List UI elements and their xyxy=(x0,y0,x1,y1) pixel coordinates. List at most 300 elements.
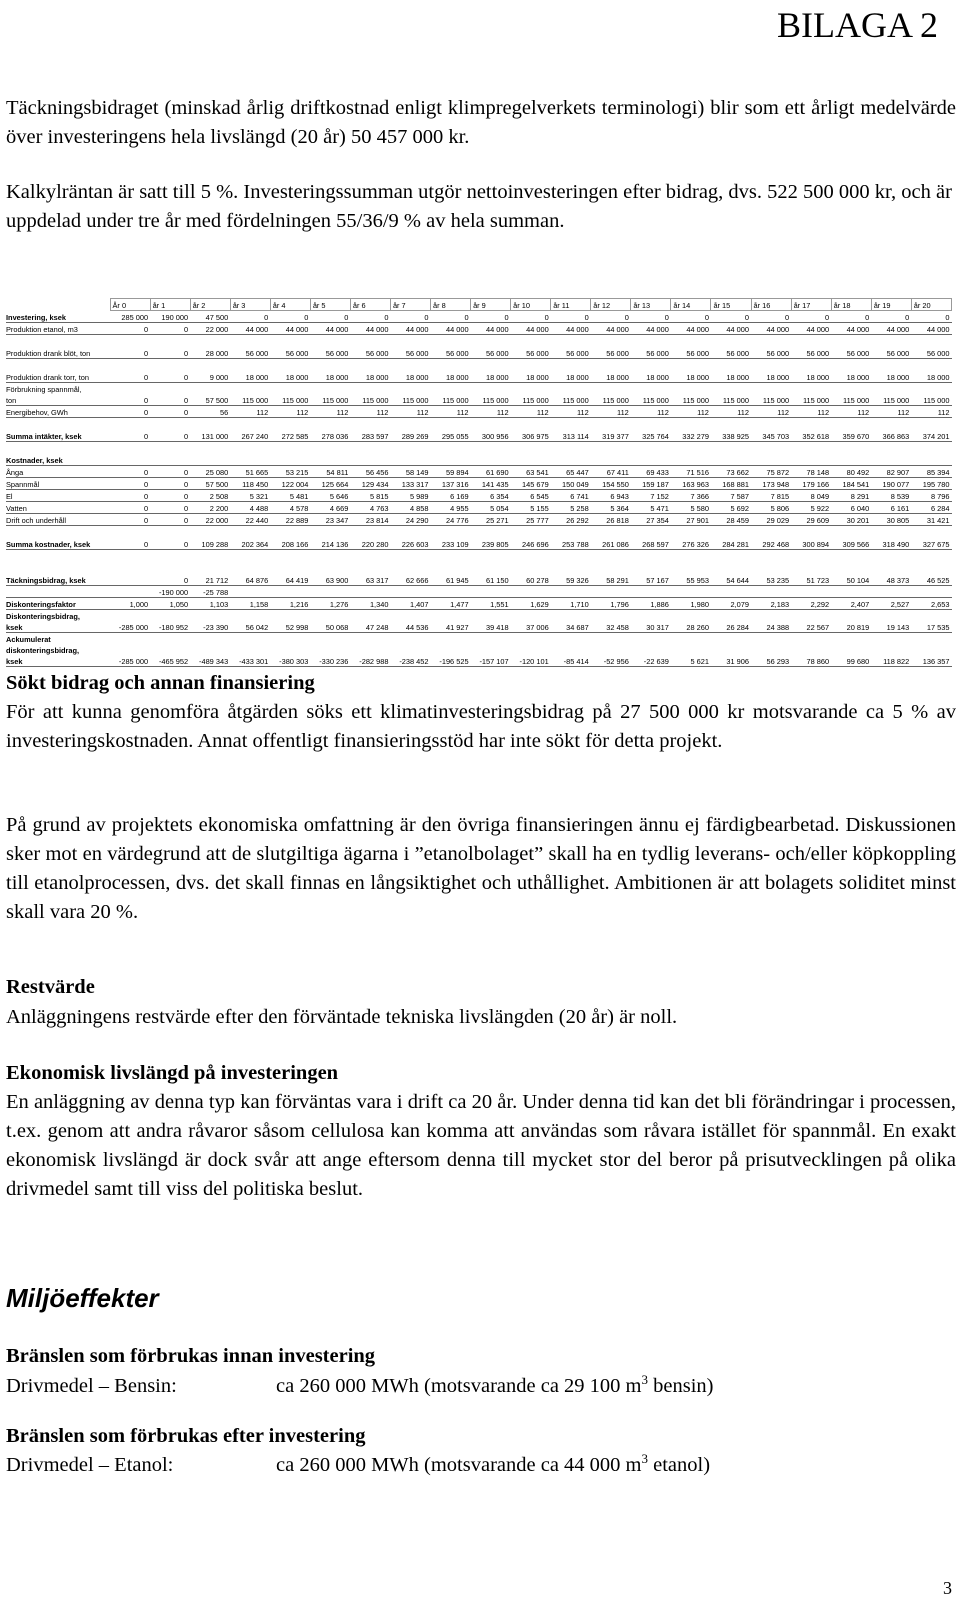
table-cell: 28 000 xyxy=(190,347,230,359)
table-cell: 0 xyxy=(150,574,190,586)
table-cell xyxy=(831,610,871,622)
table-row-label: ksek xyxy=(6,621,110,633)
table-cell xyxy=(230,586,270,598)
table-cell: 268 597 xyxy=(631,538,671,550)
table-cell: 30 317 xyxy=(631,621,671,633)
table-cell: 115 000 xyxy=(591,394,631,406)
table-cell xyxy=(150,633,190,645)
table-cell: 53 235 xyxy=(751,574,791,586)
table-row xyxy=(6,442,952,455)
table-cell xyxy=(350,550,390,563)
table-cell xyxy=(350,562,390,574)
table-cell: 2 200 xyxy=(190,502,230,514)
table-cell: 0 xyxy=(150,371,190,383)
table-cell: 8 291 xyxy=(831,490,871,502)
table-cell: 285 000 xyxy=(110,311,150,323)
table-cell: 0 xyxy=(110,406,150,418)
table-cell xyxy=(110,574,150,586)
table-cell: 26 284 xyxy=(711,621,751,633)
table-cell xyxy=(631,335,671,348)
table-cell: 112 xyxy=(831,406,871,418)
table-cell xyxy=(751,335,791,348)
table-cell: 52 998 xyxy=(270,621,310,633)
table-cell: 6 545 xyxy=(511,490,551,502)
table-header-cell: år 5 xyxy=(310,299,350,311)
table-cell: -180 952 xyxy=(150,621,190,633)
table-row-label: Produktion drank torr, ton xyxy=(6,371,110,383)
table-cell xyxy=(230,526,270,539)
table-cell: 374 201 xyxy=(911,430,951,442)
table-cell: 47 248 xyxy=(350,621,390,633)
table-cell: 56 456 xyxy=(350,466,390,478)
table-row xyxy=(6,610,952,622)
table-cell xyxy=(190,359,230,372)
table-cell: 4 578 xyxy=(270,502,310,514)
table-cell: 118 822 xyxy=(871,655,911,667)
table-cell: 0 xyxy=(110,323,150,335)
table-cell xyxy=(270,335,310,348)
table-cell xyxy=(270,359,310,372)
table-cell: 112 xyxy=(591,406,631,418)
table-cell xyxy=(911,633,951,645)
table-row xyxy=(6,621,952,633)
table-cell xyxy=(270,586,310,598)
table-cell: 44 000 xyxy=(270,323,310,335)
table-cell: 48 373 xyxy=(871,574,911,586)
section-title-financing: Sökt bidrag och annan finansiering xyxy=(6,672,315,694)
table-cell: 18 000 xyxy=(591,371,631,383)
table-cell: 47 500 xyxy=(190,311,230,323)
table-cell xyxy=(791,418,831,431)
table-row xyxy=(6,430,952,442)
table-cell: -285 000 xyxy=(110,621,150,633)
table-cell: 115 000 xyxy=(871,394,911,406)
table-cell xyxy=(671,633,711,645)
table-cell: 5 321 xyxy=(230,490,270,502)
table-cell: -25 788 xyxy=(190,586,230,598)
table-cell xyxy=(431,550,471,563)
table-cell xyxy=(591,633,631,645)
table-cell xyxy=(230,633,270,645)
table-cell: 22 000 xyxy=(190,323,230,335)
table-cell: 179 166 xyxy=(791,478,831,490)
table-cell: 115 000 xyxy=(511,394,551,406)
table-cell xyxy=(871,610,911,622)
table-cell: 18 000 xyxy=(310,371,350,383)
table-cell: 7 587 xyxy=(711,490,751,502)
table-cell: 115 000 xyxy=(631,394,671,406)
table-row xyxy=(6,644,952,655)
table-cell: 1,276 xyxy=(310,598,350,610)
table-cell: 2,079 xyxy=(711,598,751,610)
table-cell: -120 101 xyxy=(511,655,551,667)
table-cell xyxy=(471,610,511,622)
table-cell: 1,340 xyxy=(350,598,390,610)
table-cell xyxy=(551,359,591,372)
table-cell xyxy=(831,335,871,348)
table-cell: 25 271 xyxy=(471,514,511,526)
table-cell xyxy=(431,335,471,348)
table-cell: 59 894 xyxy=(431,466,471,478)
table-header-cell: år 19 xyxy=(871,299,911,311)
table-cell: 28 459 xyxy=(711,514,751,526)
table-cell xyxy=(511,335,551,348)
table-cell: 44 000 xyxy=(711,323,751,335)
table-cell: 5 989 xyxy=(390,490,430,502)
table-header-cell: år 2 xyxy=(190,299,230,311)
table-row-label: ton xyxy=(6,394,110,406)
table-cell xyxy=(471,418,511,431)
table-cell xyxy=(150,383,190,395)
table-cell: 0 xyxy=(150,478,190,490)
table-cell: 19 143 xyxy=(871,621,911,633)
table-cell xyxy=(511,418,551,431)
table-cell: 44 536 xyxy=(390,621,430,633)
table-row xyxy=(6,406,952,418)
table-cell xyxy=(390,633,430,645)
table-cell xyxy=(551,335,591,348)
table-cell: -238 452 xyxy=(390,655,430,667)
fuel-before-sup: 3 xyxy=(641,1372,648,1387)
table-cell: 366 863 xyxy=(871,430,911,442)
table-cell: 112 xyxy=(551,406,591,418)
table-cell: 5 364 xyxy=(591,502,631,514)
table-cell xyxy=(431,562,471,574)
table-cell xyxy=(871,644,911,655)
table-cell xyxy=(831,442,871,455)
table-cell: 0 xyxy=(230,311,270,323)
table-cell: 24 776 xyxy=(431,514,471,526)
table-cell xyxy=(831,383,871,395)
table-cell xyxy=(150,359,190,372)
table-row xyxy=(6,478,952,490)
table-cell: 60 278 xyxy=(511,574,551,586)
table-cell: 284 281 xyxy=(711,538,751,550)
table-cell xyxy=(431,442,471,455)
table-cell xyxy=(711,633,751,645)
table-row-label: Diskonteringsbidrag, xyxy=(6,612,80,621)
table-cell xyxy=(471,359,511,372)
table-cell xyxy=(190,562,230,574)
fuel-before-value: ca 260 000 MWh (motsvarande ca 29 100 m xyxy=(276,1374,642,1397)
table-cell xyxy=(911,359,951,372)
table-cell: 18 000 xyxy=(711,371,751,383)
table-cell: -282 988 xyxy=(350,655,390,667)
table-row-label xyxy=(6,562,110,574)
table-cell xyxy=(591,418,631,431)
table-cell: 0 xyxy=(270,311,310,323)
table-cell: 44 000 xyxy=(751,323,791,335)
table-cell xyxy=(791,562,831,574)
table-cell xyxy=(350,359,390,372)
table-cell xyxy=(831,454,871,466)
table-cell xyxy=(551,586,591,598)
table-cell: 0 xyxy=(631,311,671,323)
table-cell: 75 872 xyxy=(751,466,791,478)
table-cell xyxy=(631,442,671,455)
table-cell xyxy=(310,359,350,372)
table-cell: 5 692 xyxy=(711,502,751,514)
table-cell: 1,477 xyxy=(431,598,471,610)
table-cell: 0 xyxy=(110,514,150,526)
table-cell: 56 000 xyxy=(390,347,430,359)
table-cell: 18 000 xyxy=(230,371,270,383)
table-cell: 78 148 xyxy=(791,466,831,478)
table-cell xyxy=(230,562,270,574)
table-cell: 319 377 xyxy=(591,430,631,442)
table-cell xyxy=(791,359,831,372)
section-title-environment: Miljöeffekter xyxy=(6,1283,159,1313)
table-cell: 0 xyxy=(871,311,911,323)
table-cell xyxy=(150,442,190,455)
table-cell: 56 000 xyxy=(871,347,911,359)
table-cell: 57 500 xyxy=(190,394,230,406)
table-cell: 0 xyxy=(671,311,711,323)
table-cell: 18 000 xyxy=(751,371,791,383)
table-row xyxy=(6,574,952,586)
table-cell: 29 029 xyxy=(751,514,791,526)
table-cell: 131 000 xyxy=(190,430,230,442)
table-cell: 0 xyxy=(390,311,430,323)
table-cell: 44 000 xyxy=(671,323,711,335)
table-cell: 22 567 xyxy=(791,621,831,633)
table-cell: 44 000 xyxy=(791,323,831,335)
table-cell: 129 434 xyxy=(350,478,390,490)
table-cell: 125 664 xyxy=(310,478,350,490)
table-cell: 24 290 xyxy=(390,514,430,526)
table-cell: 122 004 xyxy=(270,478,310,490)
table-cell xyxy=(471,526,511,539)
fuel-after-label: Drivmedel – Etanol: xyxy=(6,1453,174,1476)
table-cell: 325 764 xyxy=(631,430,671,442)
table-cell: 7 152 xyxy=(631,490,671,502)
table-cell xyxy=(631,562,671,574)
table-cell: 0 xyxy=(110,347,150,359)
table-cell xyxy=(631,586,671,598)
table-cell: 2 508 xyxy=(190,490,230,502)
table-cell: 55 953 xyxy=(671,574,711,586)
table-cell: 18 000 xyxy=(551,371,591,383)
table-cell xyxy=(511,383,551,395)
table-row-label: Produktion drank blöt, ton xyxy=(6,347,110,359)
table-cell: 18 000 xyxy=(350,371,390,383)
table-cell: 0 xyxy=(350,311,390,323)
table-cell xyxy=(471,644,511,655)
table-cell: 0 xyxy=(551,311,591,323)
table-cell: 267 240 xyxy=(230,430,270,442)
table-cell: 56 000 xyxy=(591,347,631,359)
table-row-label xyxy=(6,526,110,539)
table-row-label: Investering, ksek xyxy=(6,311,110,323)
table-cell: 4 955 xyxy=(431,502,471,514)
table-cell: 56 000 xyxy=(711,347,751,359)
table-header-cell: år 17 xyxy=(791,299,831,311)
table-cell: 112 xyxy=(310,406,350,418)
table-cell xyxy=(711,526,751,539)
table-cell xyxy=(511,562,551,574)
table-cell xyxy=(831,550,871,563)
table-cell xyxy=(270,454,310,466)
fuel-after-title: Bränslen som förbrukas efter investering xyxy=(6,1425,366,1447)
table-cell xyxy=(310,586,350,598)
table-cell xyxy=(591,454,631,466)
table-cell xyxy=(551,644,591,655)
table-header-cell: år 1 xyxy=(150,299,190,311)
table-cell: 112 xyxy=(671,406,711,418)
table-cell: 272 585 xyxy=(270,430,310,442)
table-header-cell: År 0 xyxy=(110,299,150,311)
table-cell xyxy=(230,644,270,655)
table-cell: 0 xyxy=(150,490,190,502)
table-cell xyxy=(431,633,471,645)
table-header-cell: år 4 xyxy=(270,299,310,311)
table-cell xyxy=(671,550,711,563)
table-cell xyxy=(190,454,230,466)
table-cell: 26 292 xyxy=(551,514,591,526)
table-cell: 8 049 xyxy=(791,490,831,502)
table-cell: -22 639 xyxy=(631,655,671,667)
table-cell xyxy=(631,610,671,622)
table-cell xyxy=(310,442,350,455)
table-cell: 62 666 xyxy=(390,574,430,586)
table-row xyxy=(6,311,952,323)
table-cell: 51 665 xyxy=(230,466,270,478)
table-cell: 0 xyxy=(150,466,190,478)
table-cell xyxy=(791,526,831,539)
table-cell xyxy=(310,610,350,622)
table-row xyxy=(6,538,952,550)
table-cell: 67 411 xyxy=(591,466,631,478)
table-row xyxy=(6,335,952,348)
table-cell: 34 687 xyxy=(551,621,591,633)
table-cell: 44 000 xyxy=(471,323,511,335)
table-cell: 338 925 xyxy=(711,430,751,442)
table-cell xyxy=(631,550,671,563)
table-cell: 115 000 xyxy=(911,394,951,406)
table-cell xyxy=(230,610,270,622)
table-cell xyxy=(150,562,190,574)
table-cell xyxy=(751,418,791,431)
table-header-cell: år 8 xyxy=(431,299,471,311)
table-cell xyxy=(791,633,831,645)
table-cell: 115 000 xyxy=(711,394,751,406)
section-title-lifetime: Ekonomisk livslängd på investeringen xyxy=(6,1062,339,1084)
table-cell: 20 819 xyxy=(831,621,871,633)
table-cell xyxy=(270,633,310,645)
table-cell xyxy=(871,335,911,348)
table-cell: -380 303 xyxy=(270,655,310,667)
table-cell: 5 471 xyxy=(631,502,671,514)
table-cell xyxy=(591,610,631,622)
table-cell xyxy=(671,610,711,622)
table-cell: 300 894 xyxy=(791,538,831,550)
table-cell: 25 080 xyxy=(190,466,230,478)
table-cell: 0 xyxy=(110,371,150,383)
table-cell: 44 000 xyxy=(631,323,671,335)
table-cell xyxy=(591,442,631,455)
section-title-residual: Restvärde xyxy=(6,976,95,998)
table-row-label: Vatten xyxy=(6,502,110,514)
table-cell: 112 xyxy=(270,406,310,418)
table-cell: 1,407 xyxy=(390,598,430,610)
table-cell: 239 805 xyxy=(471,538,511,550)
table-cell: 289 269 xyxy=(390,430,430,442)
table-cell xyxy=(631,383,671,395)
table-cell: 56 000 xyxy=(551,347,591,359)
table-cell xyxy=(390,335,430,348)
table-cell xyxy=(110,562,150,574)
table-cell: 39 418 xyxy=(471,621,511,633)
table-cell xyxy=(871,454,911,466)
table-cell xyxy=(270,562,310,574)
table-header-cell: år 13 xyxy=(631,299,671,311)
table-cell xyxy=(350,442,390,455)
table-cell: 53 215 xyxy=(270,466,310,478)
table-cell xyxy=(671,335,711,348)
table-cell: 1,158 xyxy=(230,598,270,610)
table-cell xyxy=(671,454,711,466)
table-cell: 41 927 xyxy=(431,621,471,633)
table-cell: 56 000 xyxy=(791,347,831,359)
table-cell: 112 xyxy=(230,406,270,418)
table-cell: 51 723 xyxy=(791,574,831,586)
table-cell: 26 818 xyxy=(591,514,631,526)
financing-paragraph-2: På grund av projektets ekonomiska omfattning är den övriga finansieringen ännu ej färdigbearbetad. Diskussionen sker mot en värdegrund att de slutgiltiga ägarna i ”etanolbolaget” skall ha en tydlig leverans- och/eller köpkoppling till etanolprocessen, dvs. det skall finnas en långsiktighet och uthållighet. Ambitionen är att bolagets soliditet minst skall vara 20 %. xyxy=(6,814,956,923)
table-cell xyxy=(751,633,791,645)
table-cell: 112 xyxy=(631,406,671,418)
table-cell: 5 054 xyxy=(471,502,511,514)
table-cell: 0 xyxy=(471,311,511,323)
table-cell xyxy=(551,633,591,645)
table-cell xyxy=(110,383,150,395)
table-cell xyxy=(751,644,791,655)
table-cell xyxy=(190,610,230,622)
table-row xyxy=(6,598,952,610)
financing-paragraph-1: För att kunna genomföra åtgärden söks ett klimatinvesteringsbidrag på 27 500 000 kr motsvarande ca 5 % av investeringskostnaden. Annat offentligt finansieringsstöd har inte sökt för detta projekt. xyxy=(6,701,956,752)
table-cell xyxy=(511,442,551,455)
table-cell xyxy=(150,418,190,431)
table-cell xyxy=(591,383,631,395)
table-cell xyxy=(350,526,390,539)
table-cell xyxy=(110,454,150,466)
table-row-label xyxy=(6,359,110,372)
table-cell: -285 000 xyxy=(110,655,150,667)
table-cell: 37 006 xyxy=(511,621,551,633)
table-cell: 306 975 xyxy=(511,430,551,442)
table-cell: 0 xyxy=(511,311,551,323)
table-cell: 54 811 xyxy=(310,466,350,478)
table-row xyxy=(6,383,952,395)
table-cell xyxy=(150,550,190,563)
table-cell xyxy=(631,454,671,466)
table-cell: 56 000 xyxy=(831,347,871,359)
table-cell xyxy=(711,644,751,655)
table-cell: 0 xyxy=(110,490,150,502)
table-cell: 115 000 xyxy=(230,394,270,406)
table-cell: -489 343 xyxy=(190,655,230,667)
table-cell xyxy=(511,359,551,372)
table-row xyxy=(6,394,952,406)
table-cell xyxy=(791,383,831,395)
table-cell xyxy=(911,383,951,395)
table-cell: -157 107 xyxy=(471,655,511,667)
table-cell: 115 000 xyxy=(471,394,511,406)
table-cell xyxy=(831,633,871,645)
table-cell xyxy=(310,418,350,431)
table-cell: 6 741 xyxy=(551,490,591,502)
table-cell xyxy=(310,633,350,645)
table-cell xyxy=(911,644,951,655)
